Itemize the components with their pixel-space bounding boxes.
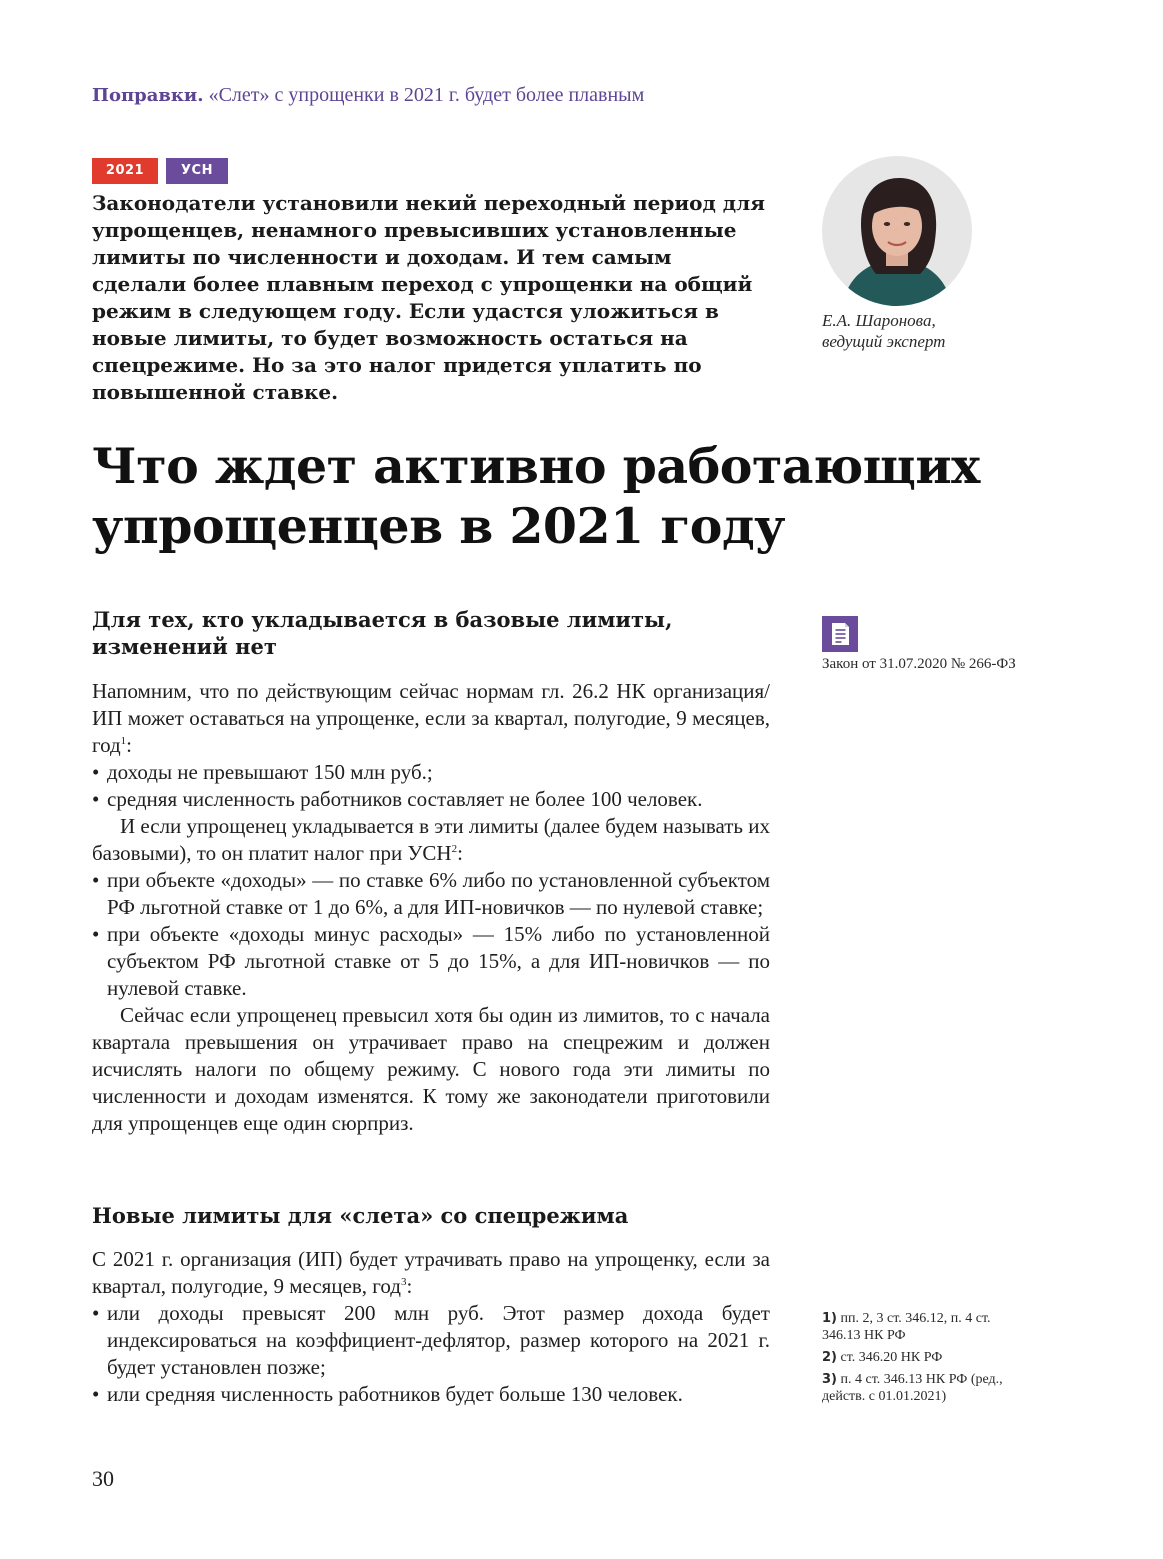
section-2-intro: С 2021 г. организация (ИП) будет утрачивать право на упрощенку, если за квартал, полугодие, 9 месяцев, год$^3$: (92, 1247, 770, 1298)
section-2-heading: Новые лимиты для «слета» со спецрежима (92, 1203, 629, 1228)
footnotes (822, 1310, 1022, 1410)
list-item: • при объекте «доходы минус расходы» — 15% либо по установленной субъектом РФ льготной ставке от 5 до 15%, а для ИП-новичков — по нулевой ставке. (92, 921, 770, 1002)
section-1-body (92, 678, 770, 1137)
article-title: Что ждет активно работающих упрощенцев в 2021 году (92, 437, 980, 555)
page-number: 30 (92, 1466, 114, 1491)
section-header (92, 84, 644, 107)
footnote: 2) ст. 346.20 НК РФ (822, 1350, 943, 1365)
footnote-ref-1[interactable]: 1 (120, 735, 127, 747)
list-item: • при объекте «доходы» — по ставке 6% либо по установленной субъектом РФ льготной ставке от 1 до 6%, а для ИП-новичков — по нулевой ставке; (92, 867, 770, 921)
list-item: • или доходы превысят 200 млн руб. Этот размер дохода будет индексироваться на коэффициент-дефлятор, размер которого на 2021 г. будет установлен позже; (92, 1300, 770, 1381)
footnote: 3) п. 4 ст. 346.13 НК РФ (ред., действ. с 01.01.2021) (822, 1372, 1003, 1404)
year-tag: 2021 (92, 158, 158, 184)
footnote-ref-3[interactable]: 3 (400, 1276, 407, 1288)
list-item: • доходы не превышают 150 млн руб.; (92, 759, 770, 786)
footnote-ref-2[interactable]: 2 (451, 843, 458, 855)
list-item: • или средняя численность работников будет больше 130 человек. (92, 1381, 770, 1408)
footnote: 1) пп. 2, 3 ст. 346.12, п. 4 ст. 346.13 НК РФ (822, 1311, 991, 1343)
author-photo (822, 156, 972, 306)
section-1-heading: Для тех, кто укладывается в базовые лимиты, изменений нет (92, 607, 673, 659)
current-limits-list (92, 759, 770, 813)
new-limits-list (92, 1300, 770, 1408)
document-icon (822, 616, 858, 652)
law-reference[interactable]: Закон от 31.07.2020 № 266-ФЗ (822, 656, 1016, 672)
section-name: Поправки. (92, 85, 204, 106)
list-item: • средняя численность работников составляет не более 100 человек. (92, 786, 770, 813)
topic-tag: УСН (166, 158, 228, 184)
author-name: Е.А. Шаронова, (822, 311, 936, 330)
section-1-para-3: Сейчас если упрощенец превысил хотя бы один из лимитов, то с начала квартала превышения он утрачивает право на спецрежим и должен исчислять налоги по общему режиму. С нового года эти лимиты по численности и доходам изменятся. К тому же законодатели приготовили для упрощенцев еще один сюрприз. (92, 1003, 770, 1135)
author-caption (822, 310, 945, 352)
section-1-para-2: И если упрощенец укладывается в эти лимиты (далее будем называть их базовыми), то он платит налог при УСН$^2$: (92, 814, 770, 865)
section-2-body (92, 1246, 770, 1408)
author-role: ведущий эксперт (822, 332, 946, 351)
tax-rates-list (92, 867, 770, 1002)
section-subtitle: «Слет» с упрощенки в 2021 г. будет более плавным (208, 84, 645, 106)
section-1-intro: Напомним, что по действующим сейчас нормам гл. 26.2 НК организация/ИП может оставаться на упрощенке, если за квартал, полугодие, 9 месяцев, год$^1$: (92, 679, 770, 757)
lead-paragraph: Законодатели установили некий переходный период для упрощенцев, ненамного превысивших установленные лимиты по численности и доходам. И тем самым сделали более плавным переход с упрощенки на общий режим в следующем году. Если удастся уложиться в новые лимиты, то будет возможность остаться на спецрежиме. Но за это налог придется уплатить по повышенной ставке. (92, 191, 765, 404)
